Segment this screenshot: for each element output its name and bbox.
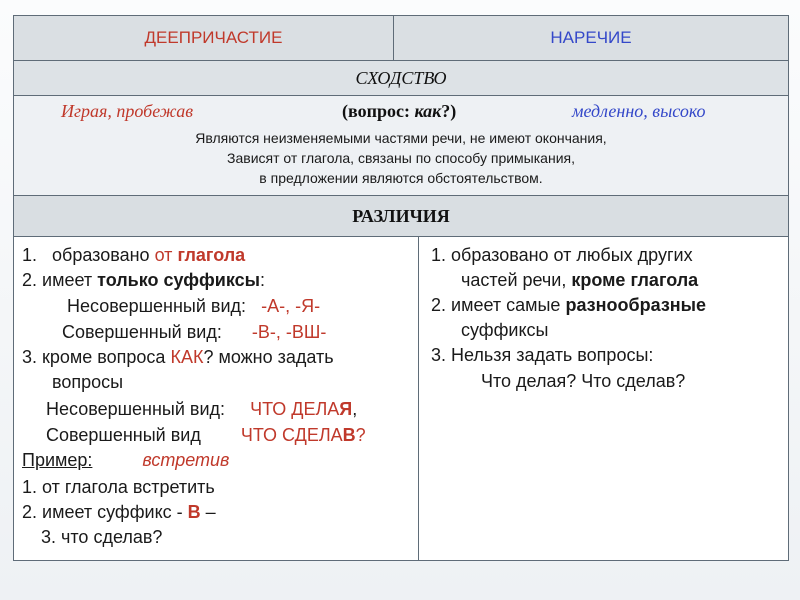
diff-right-line-6: Что делая? Что сделав? [481, 371, 686, 391]
participle-examples: Играя, пробежав [61, 101, 194, 121]
header-adverb: НАРЕЧИЕ [550, 28, 632, 47]
diff-left-line-10: 1. от глагола встретить [22, 477, 215, 497]
similarity-body [14, 96, 788, 196]
similarity-title: СХОДСТВО [14, 61, 788, 96]
similarity-description [14, 128, 788, 188]
adverb-differences [419, 237, 788, 560]
diff-left-line-8: Совершенный вид ЧТО СДЕЛАВ? [46, 425, 366, 445]
diff-left-line-3: Несовершенный вид: -А-, -Я- [67, 296, 321, 316]
diff-left-line-5: 3. кроме вопроса КАК? можно задать [22, 347, 334, 367]
differences-title: РАЗЛИЧИЯ [14, 196, 788, 237]
table-header-row [14, 16, 788, 61]
diff-left-line-7: Несовершенный вид: ЧТО ДЕЛАЯ, [46, 399, 358, 419]
diff-right-line-5: 3. Нельзя задать вопросы: [431, 345, 654, 365]
diff-left-line-4: Совершенный вид: -В-, -ВШ- [62, 322, 327, 342]
shared-question: (вопрос: как?) [342, 101, 457, 121]
participle-differences [14, 237, 419, 560]
similarity-line: Являются неизменяемыми частями речи, не имеют окончания, [195, 130, 607, 146]
diff-left-line-1: 1. образовано от глагола [22, 245, 246, 265]
diff-left-line-9: Пример: встретив [22, 450, 230, 470]
adverb-examples: медленно, высоко [572, 101, 706, 121]
similarity-line: Зависят от глагола, связаны по способу примыкания, [227, 150, 575, 166]
diff-left-line-12: 3. что сделав? [41, 527, 163, 547]
diff-right-line-3: 2. имеет самые разнообразные [431, 295, 707, 315]
diff-right-line-1: 1. образовано от любых других [431, 245, 693, 265]
diff-left-line-11: 2. имеет суффикс - В – [22, 502, 216, 522]
header-participle: ДЕЕПРИЧАСТИЕ [14, 16, 394, 60]
diff-left-line-2: 2. имеет только суффиксы: [22, 270, 266, 290]
comparison-table [13, 15, 789, 561]
diff-left-line-6: вопросы [52, 372, 124, 392]
diff-right-line-4: суффиксы [461, 320, 549, 340]
similarity-line: в предложении являются обстоятельством. [259, 170, 543, 186]
diff-right-line-2: частей речи, кроме глагола [461, 270, 699, 290]
